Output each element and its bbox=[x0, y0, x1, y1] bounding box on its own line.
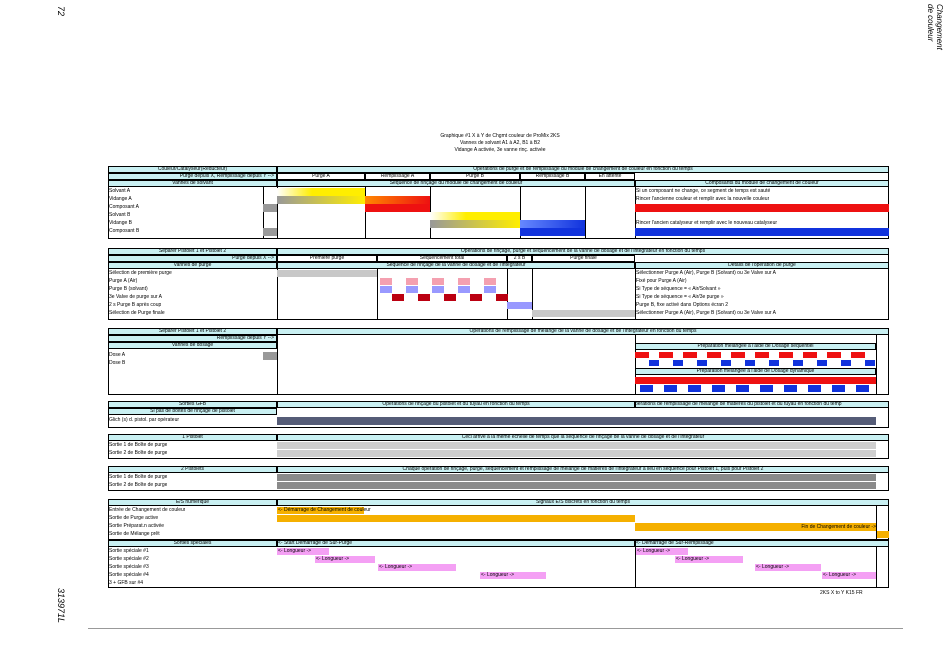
s8-row-label: 3 + GFB sur #4 bbox=[109, 580, 144, 586]
s2-row-label: Purge A (Air) bbox=[109, 278, 138, 284]
s2-purge-a-block bbox=[432, 278, 444, 285]
s8-row-label: Sortie spéciale #4 bbox=[109, 572, 149, 578]
s2-note: Si Type de séquence = « Air/Solvant » bbox=[636, 286, 721, 292]
s1-header-right-text: Opérations de purge et de remplissage du module de changement de couleur en fonction du temps bbox=[473, 166, 693, 172]
s4-row-label: Glich (s) d. pistol. par opérateur bbox=[109, 417, 180, 423]
s8-length-label: <- Longueur -> bbox=[278, 548, 312, 554]
s1-row-label: Composant A bbox=[109, 204, 140, 210]
s5-header-right-text: Ceci arrive à la même échelle de temps que la séquence de rinçage de la vanne de dosage et de l'intégrateur bbox=[461, 434, 705, 440]
s1-col-line bbox=[365, 187, 366, 239]
s1-note: Si un composant ne change, ce segment de temps est sauté bbox=[636, 188, 771, 194]
s1-header-left-text: Couleur/Catalyseur(Réducteur) bbox=[157, 166, 228, 172]
s7-header-right-text: Signaux E/S discrets en fonction du temps bbox=[536, 499, 630, 505]
s8-start-purge: <- Start Démarrage de Sur-Purge bbox=[278, 540, 353, 546]
s3-dyn-dose-b bbox=[712, 385, 725, 392]
s3-header-right-text: Opérations de remplissage de mélange de la vanne de dosage et de l'intégrateur en fonction du temps bbox=[469, 328, 697, 334]
s3-seq-dose-b bbox=[769, 360, 779, 366]
s3-mid-divider bbox=[277, 335, 278, 395]
s3-seq-dose-b bbox=[721, 360, 731, 366]
s2-note: Fixé pour Purge A (Air) bbox=[636, 278, 687, 284]
s2-third-valve-block bbox=[470, 294, 482, 301]
s2-third-valve-block bbox=[444, 294, 456, 301]
s3-dyn-dose-b bbox=[856, 385, 869, 392]
s2-purge-b-block bbox=[458, 286, 470, 293]
s2-final-purge-bar bbox=[532, 310, 635, 317]
s1-row-label: Vidange B bbox=[109, 220, 132, 226]
s5-row-label: Sortie 1 de Boîte de purge bbox=[109, 442, 168, 448]
s8-end-divider bbox=[876, 547, 877, 588]
s3-seq-label: Préparation mélangée à l'aide de Dosage séquentiel bbox=[697, 343, 814, 349]
s5-bar-2 bbox=[277, 450, 876, 457]
s7-end-cc: Fin de Changement de couleur -> bbox=[801, 524, 876, 530]
s3-dyn-dose-b bbox=[760, 385, 773, 392]
s2-purge-b-block bbox=[484, 286, 496, 293]
s3-row-label: Dose B bbox=[109, 360, 126, 366]
s6-bar-2 bbox=[277, 482, 876, 489]
s2-phase: Séquencement total bbox=[419, 255, 465, 261]
chart-title-3: Vidange A activée, 3e vanne rinç. activée bbox=[454, 147, 546, 153]
s1-comp-b-old bbox=[263, 228, 277, 236]
s3-dyn-dose-b bbox=[808, 385, 821, 392]
s2-row-label: Sélection de Purge finale bbox=[109, 310, 165, 316]
s5-header-left-text: 1 Pistolet bbox=[182, 434, 203, 440]
s2-r3-right-text: Détails de l'opération de purge bbox=[728, 262, 796, 268]
s8-length-label: <- Longueur -> bbox=[823, 572, 857, 578]
s3-dyn-dose-b bbox=[832, 385, 845, 392]
s1-row-label: Composant B bbox=[109, 228, 140, 234]
s7-header-left-text: E/S numérique bbox=[175, 499, 210, 505]
s2-purge-b-block bbox=[432, 286, 444, 293]
s7-row-label: Entrée de Changement de couleur bbox=[109, 507, 186, 513]
s2-phase: Première purge bbox=[309, 255, 345, 261]
s3-dyn-dose-b bbox=[664, 385, 677, 392]
s1-r3-left-text: Vannes de solvant bbox=[172, 180, 213, 186]
s3-header-left-text: Séparer Pistolet 1 et Pistolet 2 bbox=[158, 328, 227, 334]
s4-header-right-text: pérations de remplissage de mélange de matières du pistolet et du tuyau en fonction du temp bbox=[635, 401, 842, 407]
s8-length-label: <- Longueur -> bbox=[676, 556, 710, 562]
doc-code: 313971L bbox=[56, 588, 66, 624]
s2-purge-a-block bbox=[484, 278, 496, 285]
s2-purge-a-block bbox=[406, 278, 418, 285]
s1-drain-b-fill bbox=[520, 220, 585, 228]
s2-purge-a-block bbox=[458, 278, 470, 285]
s2-header-right-text: Opérations de rinçage, purge et séquencement de la vanne de dosage et de l'intégrateur en fonction du temps bbox=[460, 248, 706, 254]
s7-end-divider bbox=[876, 506, 877, 540]
s4-header-left-text: Sorties GFB bbox=[178, 401, 207, 407]
s7-start-cc: <- Démarrage de Changement de couleur bbox=[278, 507, 371, 513]
s3-sub-left-text: Remplissage depuis Y --> bbox=[216, 335, 274, 341]
s7-row-label: Sortie de Mélange prêt bbox=[109, 531, 160, 537]
s2-2s-purge-b bbox=[507, 302, 532, 309]
s3-dyn-label: Préparation mélangée à l'aide de Dosage dynamique bbox=[696, 368, 815, 374]
s3-dyn-dose-b bbox=[640, 385, 653, 392]
s2-purge-b-block bbox=[406, 286, 418, 293]
s1-row-label: Solvant B bbox=[109, 212, 131, 218]
s1-row-label: Vidange A bbox=[109, 196, 132, 202]
s2-purge-a-block bbox=[380, 278, 392, 285]
s4-gun-bar bbox=[277, 417, 876, 425]
s2-row-label: Purge B (solvant) bbox=[109, 286, 148, 292]
s1-solvent-b-bar bbox=[430, 212, 520, 220]
s3-row-label: Dose A bbox=[109, 352, 126, 358]
s1-r3-mid-text: Séquence de rinçage du module de changement de couleur bbox=[389, 180, 523, 186]
s3-seq-dose-a bbox=[707, 352, 721, 358]
s3-seq-dose-b bbox=[649, 360, 659, 366]
s3-seq-dose-a bbox=[755, 352, 769, 358]
s7-purge-active-bar bbox=[277, 515, 635, 522]
s8-row-label: Sortie spéciale #3 bbox=[109, 564, 149, 570]
s1-drain-b-bar bbox=[430, 220, 520, 228]
s3-seq-dose-b bbox=[817, 360, 827, 366]
s3-seq-dose-a bbox=[827, 352, 841, 358]
s8-length-label: <- Longueur -> bbox=[481, 572, 515, 578]
s2-r3-left-text: Vannes de purge bbox=[173, 262, 212, 268]
s3-dose-old bbox=[263, 352, 277, 360]
s2-r3-mid-text: Séquence de rinçage de la vanne de dosage et de l'intégrateur bbox=[386, 262, 526, 268]
s2-header-left-text: Séparer Pistolet 1 et Pistolet 2 bbox=[158, 248, 227, 254]
bottom-rule bbox=[88, 628, 903, 629]
s7-row-label: Sortie de Purge active bbox=[109, 515, 159, 521]
s1-sub-left-text: Purge depuis X, Remplissage depuis Y --> bbox=[179, 173, 274, 179]
s2-note: Sélectionner Purge A (Air), Purge B (Solvant) ou 3e Valve sur A bbox=[636, 310, 776, 316]
s2-row-label: 2 s Purge B après coup bbox=[109, 302, 162, 308]
s3-seq-dose-a bbox=[683, 352, 697, 358]
s1-col-line bbox=[585, 187, 586, 239]
s2-third-valve-block bbox=[392, 294, 404, 301]
s2-third-valve-block bbox=[496, 294, 508, 301]
s1-phase: Remplissage B bbox=[535, 173, 570, 179]
s3-dyn-dose-a bbox=[635, 377, 876, 384]
s2-purge-b-block bbox=[380, 286, 392, 293]
s4-sub-left-text: Si pas de boîtes de rinçage de pistolet bbox=[150, 408, 235, 414]
s2-col-line bbox=[377, 269, 378, 320]
s8-row-label: Sortie spéciale #1 bbox=[109, 548, 149, 554]
s1-blue-component bbox=[635, 228, 889, 236]
chart-title-1: Graphique #1 X à Y de Chgmt couleur de ProMix 2KS bbox=[440, 133, 560, 139]
s3-seq-dose-a bbox=[851, 352, 865, 358]
s1-comp-a-fill bbox=[365, 204, 430, 212]
s3-seq-dose-a bbox=[803, 352, 817, 358]
s1-solvent-a-bar bbox=[277, 188, 365, 196]
s2-phase: Purge finale bbox=[570, 255, 597, 261]
s7-mix-ready-bar bbox=[876, 531, 889, 538]
s3-dyn-dose-b bbox=[736, 385, 749, 392]
side-title: Changement de couleur bbox=[926, 4, 944, 50]
s7-row-label: Sortie Préparat.n activée bbox=[109, 523, 165, 529]
s3-dyn-dose-b bbox=[784, 385, 797, 392]
s3-seq-dose-b bbox=[865, 360, 875, 366]
s8-length-label: <- Longueur -> bbox=[379, 564, 413, 570]
s3-seq-dose-a bbox=[731, 352, 745, 358]
s6-header-right-text: Chaque opération de rinçage, purge, séquencement et remplissage de mélange de matières de l'intégrateur a lieu en séquence pour Pistolet 1, puis pour Pistolet 2 bbox=[402, 466, 764, 472]
s3-seq-dose-a bbox=[635, 352, 649, 358]
s1-row-label: Solvant A bbox=[109, 188, 131, 194]
s8-length-label: <- Longueur -> bbox=[756, 564, 790, 570]
s8-header-left-text: Sorties spéciales bbox=[173, 540, 212, 546]
s2-sub-left-text: Purge depuis X --> bbox=[232, 255, 274, 261]
s1-drain-a-bar bbox=[277, 196, 365, 204]
s8-length-label: <- Longueur -> bbox=[637, 548, 671, 554]
s3-end-divider bbox=[876, 335, 877, 395]
s1-comp-b-fill bbox=[520, 228, 585, 236]
footer-code: 2KS X to Y K15 FR bbox=[820, 590, 863, 596]
s3-seq-dose-b bbox=[673, 360, 683, 366]
s5-bar-1 bbox=[277, 442, 876, 449]
s3-seq-dose-b bbox=[745, 360, 755, 366]
s2-row-label: Sélection de première purge bbox=[109, 270, 172, 276]
s6-row-label: Sortie 2 de Boîte de purge bbox=[109, 482, 168, 488]
s8-length-label: <- Longueur -> bbox=[316, 556, 350, 562]
s3-seq-dose-a bbox=[779, 352, 793, 358]
chart-title-2: Vannes de solvant A1 à A2, B1 à B2 bbox=[460, 140, 540, 146]
s1-phase: Remplissage A bbox=[380, 173, 415, 179]
s2-first-purge-bar bbox=[277, 270, 377, 277]
s3-seq-dose-a bbox=[659, 352, 673, 358]
s5-row-label: Sortie 2 de Boîte de purge bbox=[109, 450, 168, 456]
s3-r3-left-text: Vannes de dosage bbox=[171, 342, 214, 348]
s1-drain-a-fill bbox=[365, 196, 430, 204]
s3-seq-dose-b bbox=[841, 360, 851, 366]
s3-seq-dose-b bbox=[697, 360, 707, 366]
s6-row-label: Sortie 1 de Boîte de purge bbox=[109, 474, 168, 480]
s2-note: Purge B, fixe activé dans Options écran 2 bbox=[636, 302, 728, 308]
s1-note: Rincer l'ancienne couleur et remplir avec la nouvelle couleur bbox=[636, 196, 770, 202]
s2-row-label: 3e Valve de purge sur A bbox=[109, 294, 162, 300]
s4-header-mid-text: Opérations de rinçage du pistolet et du tuyau en fonction du temps bbox=[382, 401, 530, 407]
s1-note: Rincer l'ancien catalyseur et remplir avec le nouveau catalyseur bbox=[636, 220, 778, 226]
s1-phase: En attente bbox=[598, 173, 622, 179]
s1-phase: Purge A bbox=[312, 173, 330, 179]
s1-phase: Purge B bbox=[465, 173, 485, 179]
s1-red-component bbox=[635, 204, 889, 212]
s8-row-label: Sortie spéciale #2 bbox=[109, 556, 149, 562]
s3-dyn-dose-b bbox=[688, 385, 701, 392]
s6-header-left-text: 2 Pistolets bbox=[180, 466, 205, 472]
s3-seq-dose-b bbox=[793, 360, 803, 366]
s1-comp-a-old bbox=[263, 204, 277, 212]
s2-note: Sélectionner Purge A (Air), Purge B (Solvant) ou 3e Valve sur A bbox=[636, 270, 776, 276]
s2-third-valve-block bbox=[418, 294, 430, 301]
s2-phase: 2 s B bbox=[513, 255, 526, 261]
page-number: 72 bbox=[56, 6, 66, 17]
s8-start-fill: <- Démarrage de Sur-Remplissage bbox=[636, 540, 714, 546]
s1-r3-right-text: Composants du module de changement de couleur bbox=[705, 180, 819, 186]
s2-note: Si Type de séquence = « Air/3e purge » bbox=[636, 294, 724, 300]
s6-bar-1 bbox=[277, 474, 876, 481]
